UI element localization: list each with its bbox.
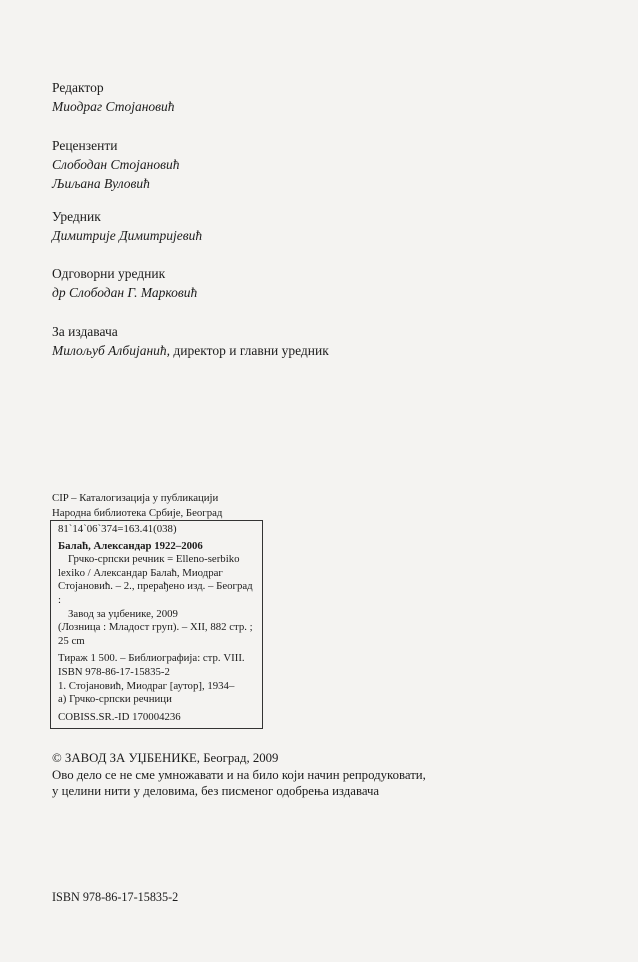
- credit-editor: [52, 78, 175, 116]
- cip-line: Стојановић. – 2., прерађено изд. – Београд :: [58, 580, 253, 606]
- cip-subject: 1. Стојановић, Миодраг [аутор], 1934–: [58, 679, 235, 692]
- copyright-line: © ЗАВОД ЗА УЏБЕНИКЕ, Београд, 2009: [52, 751, 279, 765]
- cip-header-line: Народна библиотека Србије, Београд: [52, 506, 223, 519]
- credit-name-suffix: директор и главни уредник: [170, 343, 329, 358]
- cip-line: Грчко-српски речник = Elleno-serbiko: [68, 553, 240, 566]
- credit-editor-in-charge: [52, 207, 202, 245]
- cip-record: [50, 520, 263, 729]
- cip-isbn: ISBN 978-86-17-15835-2: [58, 665, 170, 678]
- cip-line: 25 cm: [58, 634, 85, 647]
- cip-subject: a) Грчко-српски речници: [58, 693, 172, 706]
- credit-reviewers: [52, 136, 179, 193]
- credit-name: Слободан Стојановић: [52, 157, 180, 172]
- credit-role: Редактор: [52, 80, 104, 95]
- credit-role: Одговорни уредник: [52, 266, 166, 281]
- cip-header-line: CIP – Каталогизација у публикацији: [52, 492, 219, 504]
- credit-name: Љиљана Вуловић: [52, 176, 150, 191]
- credit-responsible-editor: [52, 264, 197, 302]
- copyright-notice: [52, 750, 426, 800]
- credit-name: Миодраг Стојановић: [52, 99, 175, 114]
- credit-role: За издавача: [52, 324, 118, 339]
- cip-line: lexiko / Александар Балаћ, Миодраг: [58, 566, 223, 579]
- cip-header: [52, 491, 222, 520]
- cip-cobiss: COBISS.SR.-ID 170004236: [58, 710, 181, 723]
- credit-name: др Слободан Г. Марковић: [52, 285, 198, 300]
- isbn-bottom: ISBN 978-86-17-15835-2: [52, 890, 179, 904]
- credit-name: Милољуб Албијанић,: [52, 343, 171, 358]
- credit-role: Рецензенти: [52, 138, 118, 153]
- copyright-line: у целини нити у деловима, без писменог одобрења издавача: [52, 784, 380, 798]
- credit-role: Уредник: [52, 209, 101, 224]
- credit-name: Димитрије Димитријевић: [52, 228, 203, 243]
- cip-line: (Лозница : Младост груп). – XII, 882 стр. ;: [58, 621, 253, 634]
- cip-udc: 81`14`06`374=163.41(038): [58, 523, 177, 535]
- cip-line: Завод за уџбенике, 2009: [68, 607, 178, 620]
- cip-title: Балаћ, Александар 1922–2006: [58, 539, 203, 552]
- cip-print-run: Тираж 1 500. – Библиографија: стр. VIII.: [58, 652, 245, 665]
- credit-publisher-rep: [52, 322, 329, 360]
- copyright-line: Ово дело се не сме умножавати и на било који начин репродуковати,: [52, 767, 426, 782]
